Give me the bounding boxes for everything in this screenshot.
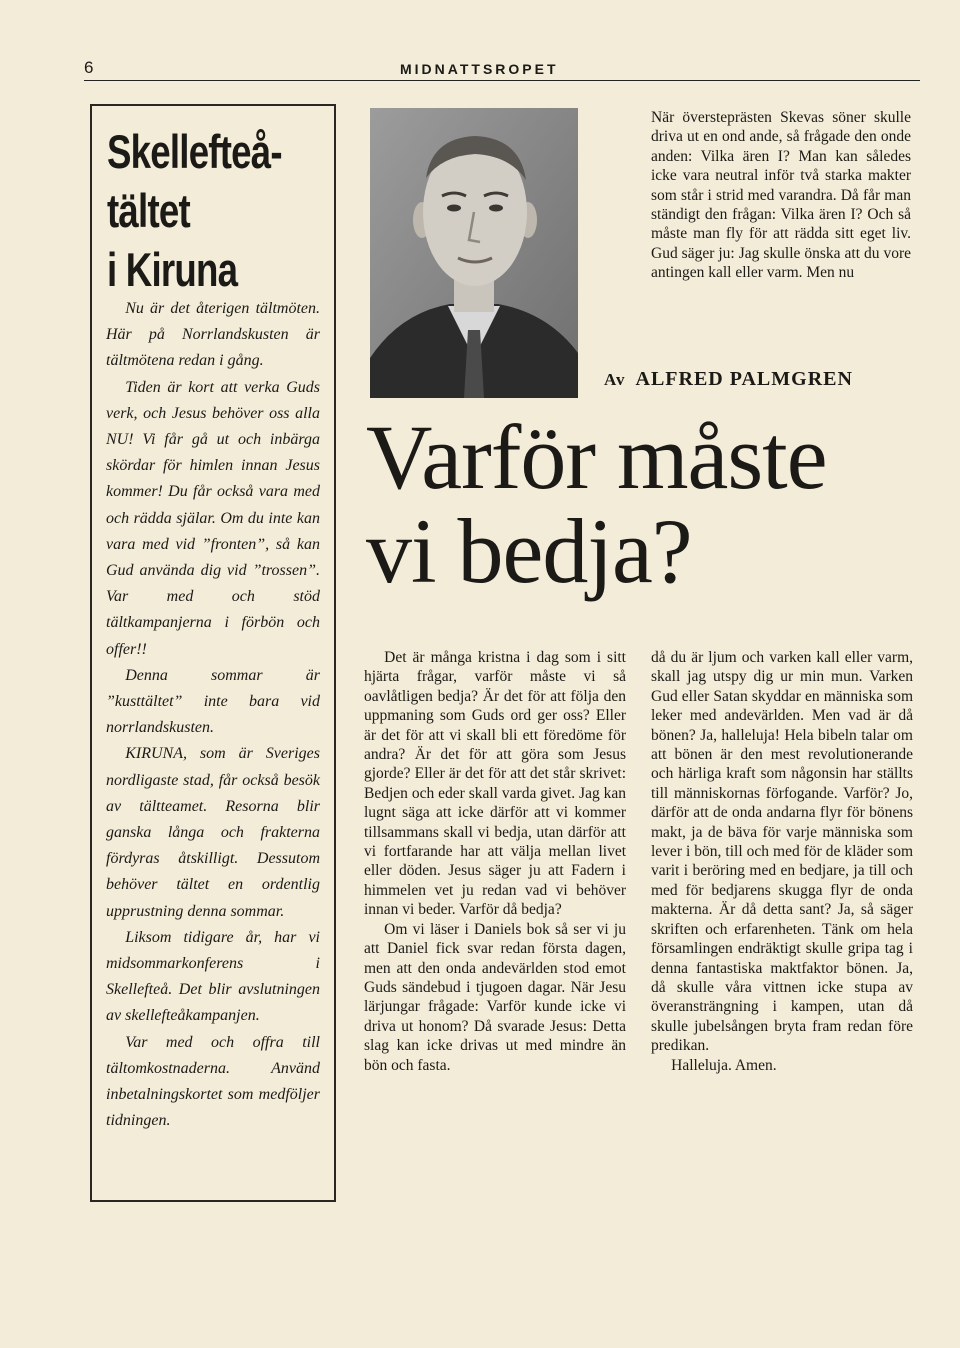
page-number: 6: [84, 58, 94, 77]
byline-prefix: Av: [604, 370, 626, 389]
sidebar-paragraph: Denna sommar är ”kusttältet” inte bara vid norrlandskusten.: [106, 666, 320, 737]
sidebar-body: [106, 296, 320, 1135]
sidebar-paragraph: Nu är det återigen tältmöten. Här på Norrlandskusten är tältmötena redan i gång.: [106, 300, 320, 370]
article-column-2: [651, 648, 913, 1075]
header-rule: [84, 80, 920, 81]
sidebar-paragraph: Var med och offra till tältomkostnaderna. Använd inbetalningskortet som medföljer tidningen.: [106, 1033, 320, 1130]
sidebar-headline-line: i Kiruna: [107, 243, 238, 296]
byline: [604, 368, 910, 391]
sidebar-paragraph: KIRUNA, som är Sveriges nordligaste stad, får också besök av tältteamet. Resorna blir ganska långa och frakterna fördyras åtskilligt. Dessutom behöver tältet en ordentlig upprustning denna sommar.: [106, 745, 320, 920]
body-paragraph: Om vi läser i Daniels bok så ser vi ju att Daniel fick svar redan första dagen, men att den onda andevärlden stod emot Guds sändebud i tjugoen dagar. När Jesu lärjungar frågade: Varför kunde icke vi driva ut honom? Då svarade Jesus: Detta slag kan icke drivas ut med mindre än bön och fasta.: [364, 920, 626, 1074]
sidebar-headline: [107, 122, 282, 299]
byline-author: ALFRED PALMGREN: [635, 368, 853, 390]
author-portrait: [370, 108, 578, 398]
body-paragraph: Det är många kristna i dag som i sitt hjärta frågar, varför måste vi så oavlåtligen bedja? Är det för att följa den uppmaning som Guds ord ger oss? Eller är det för att vi skall bli ett föredöme för andra? Är det för att göra som Jesus gjorde? Eller är det för att det står skrivet: Bedjen och eder skall varda givet. Jag kan lugnt säga att icke därför att vi kommer tillsammans skall vi bedja, utan därför att vi fortfarande har att välja mellan livet eller döden. Jesus säger ju att Fadern i himmelen vet ju redan vad vi behöver innan vi beder. Varför då bedja?: [364, 649, 626, 919]
sidebar-headline-line: Skellefteå-: [107, 125, 282, 178]
body-paragraph: då du är ljum och varken kall eller varm, skall jag utspy dig ur min mun. Varken Gud eller Satan skyddar en människa som leker med andevärlden. Men vad är då bönen? Ja, halleluja! Hela bibeln talar om att bönen är den mest revolutionerande och härliga kraft som någonsin har ställts till människornas förfogande. Varför? Jo, därför att de onda andarna flyr för bönens makt, ja de bäva för varje människa som lever i bön, till och med för de kläder som varit i beröring med en bedjare, ja till och med för bedjarens skugga flyr de onda makterna. Är då detta sant? Ja, så säger skriften och erfarenheten. Tänk om hela församlingen endräktigt skulle gripa tag i denna fantastiska maktfaktor bönen. Ja, då skulle våra vittnen icke stupa av överansträngning i kampen, utan då skulle jubelsången bryta fram redan före predikan.: [651, 649, 913, 1055]
article-title-line: Varför måste: [366, 406, 827, 508]
article-column-1: [364, 648, 626, 1075]
publication-title: MIDNATTSROPET: [400, 61, 559, 77]
sidebar-paragraph: Tiden är kort att verka Guds verk, och Jesus behöver oss alla NU! Vi får gå ut och inbärga skördar för himlen innan Jesus kommer! Du får också vara med och rädda själar. Om du inte kan vara med vid ”fronten”, så kan Gud använda dig vid ”trossen”. Var med och stöd tältkampanjerna i förbön och offer!!: [106, 378, 320, 658]
sidebar-paragraph: Liksom tidigare år, har vi midsommarkonferens i Skellefteå. Det blir avslutningen av skellefteåkampanjen.: [106, 928, 320, 1025]
sidebar-headline-line: tältet: [107, 184, 190, 237]
article-title: [366, 406, 827, 602]
body-paragraph: Halleluja. Amen.: [671, 1056, 777, 1074]
article-intro: [651, 108, 911, 283]
intro-paragraph: När översteprästen Skevas söner skulle driva ut en ond ande, så frågade den onde anden: Vilka ären I? Man kan således icke vara neutral inför två starka makter som står i strid med varandra. Då får man ständigt den frågan: Vilka ären I? Och så måste man fly för att rädda sitt eget liv. Gud säger ju: Jag skulle önska att du vore antingen kall eller varm. Men nu: [651, 109, 911, 282]
article-title-line: vi bedja?: [366, 500, 692, 602]
